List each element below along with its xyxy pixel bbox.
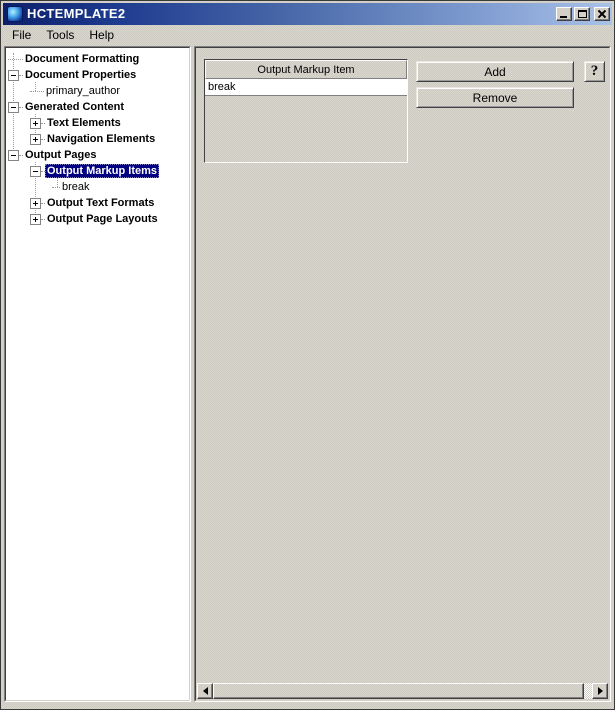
detail-panel bbox=[194, 46, 611, 702]
scroll-left-button[interactable] bbox=[197, 683, 213, 699]
tree-item-label: Document Properties bbox=[25, 69, 137, 81]
scrollbar-thumb[interactable] bbox=[213, 683, 584, 699]
tree-item-label: Navigation Elements bbox=[47, 133, 156, 145]
title-bar[interactable] bbox=[3, 3, 612, 25]
tree-item-label: break bbox=[62, 181, 90, 193]
tree-item-label: Output Markup Items bbox=[47, 165, 158, 177]
tree-item-document-formatting[interactable] bbox=[6, 51, 189, 67]
expand-plus-icon[interactable] bbox=[30, 198, 41, 209]
tree-item-generated-content[interactable] bbox=[6, 99, 189, 115]
scroll-right-button[interactable] bbox=[592, 683, 608, 699]
tree-item-label: primary_author bbox=[46, 85, 120, 97]
tree-item-output-pages[interactable] bbox=[6, 147, 189, 163]
tree-item-output-text-formats[interactable] bbox=[6, 195, 189, 211]
tree-view bbox=[5, 47, 190, 701]
expand-plus-icon[interactable] bbox=[30, 118, 41, 129]
list-item-break[interactable]: break bbox=[205, 79, 407, 96]
menu-file[interactable]: File bbox=[12, 28, 32, 42]
tree-item-label: Document Formatting bbox=[25, 53, 140, 65]
collapse-minus-icon[interactable] bbox=[30, 166, 41, 177]
tree-item-primary-author[interactable] bbox=[6, 83, 189, 99]
help-button[interactable]: ? bbox=[584, 61, 605, 82]
horizontal-scrollbar[interactable] bbox=[197, 683, 608, 699]
app-icon[interactable] bbox=[7, 6, 23, 22]
tree-item-navigation-elements[interactable] bbox=[6, 131, 189, 147]
tree-item-output-markup-items[interactable] bbox=[6, 163, 189, 179]
tree-connector bbox=[52, 187, 60, 188]
window-title: HCTEMPLATE2 bbox=[27, 6, 126, 21]
expand-plus-icon[interactable] bbox=[30, 214, 41, 225]
tree-item-text-elements[interactable] bbox=[6, 115, 189, 131]
tree-connector bbox=[30, 91, 44, 92]
tree-item-label: Output Pages bbox=[25, 149, 97, 161]
tree-connector bbox=[8, 59, 23, 60]
maximize-button[interactable] bbox=[574, 7, 590, 21]
maximize-icon bbox=[578, 10, 587, 18]
collapse-minus-icon[interactable] bbox=[8, 102, 19, 113]
tree-item-label: Generated Content bbox=[25, 101, 125, 113]
minimize-button[interactable] bbox=[556, 7, 572, 21]
tree-panel bbox=[4, 46, 191, 702]
close-button[interactable] bbox=[594, 7, 610, 21]
tree-item-label: Output Page Layouts bbox=[47, 213, 158, 225]
collapse-minus-icon[interactable] bbox=[8, 150, 19, 161]
add-button[interactable]: Add bbox=[416, 61, 574, 82]
list-column-header[interactable]: Output Markup Item bbox=[205, 60, 407, 79]
list-empty-area[interactable] bbox=[205, 96, 407, 162]
tree-item-break[interactable] bbox=[6, 179, 189, 195]
detail-panel-body bbox=[195, 47, 610, 701]
tree-item-label: Output Text Formats bbox=[47, 197, 155, 209]
menu-tools[interactable]: Tools bbox=[46, 28, 75, 42]
arrow-left-icon bbox=[203, 687, 208, 695]
remove-button[interactable]: Remove bbox=[416, 87, 574, 108]
output-markup-item-list bbox=[204, 59, 408, 163]
content-area bbox=[3, 45, 612, 702]
tree-item-label: Text Elements bbox=[47, 117, 121, 129]
minimize-icon bbox=[560, 16, 567, 18]
arrow-right-icon bbox=[598, 687, 603, 695]
tree-item-output-page-layouts[interactable] bbox=[6, 211, 189, 227]
collapse-minus-icon[interactable] bbox=[8, 70, 19, 81]
menu-help[interactable]: Help bbox=[89, 28, 115, 42]
expand-plus-icon[interactable] bbox=[30, 134, 41, 145]
tree-item-document-properties[interactable] bbox=[6, 67, 189, 83]
menu-bar bbox=[3, 25, 612, 45]
